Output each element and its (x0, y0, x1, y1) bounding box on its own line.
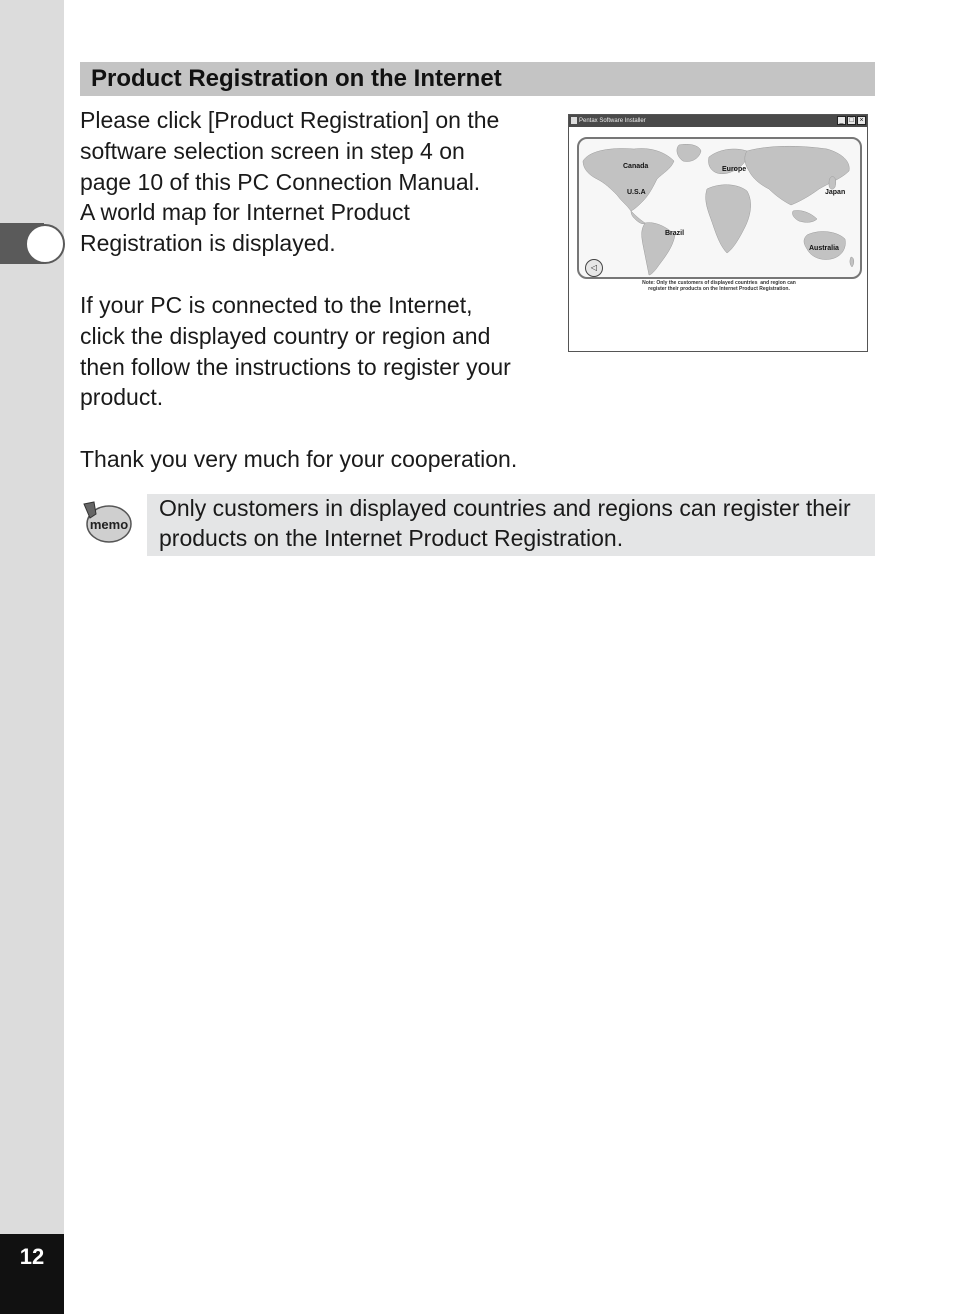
minimize-icon[interactable]: _ (837, 116, 846, 125)
app-icon (571, 117, 577, 124)
world-map-graphic (579, 139, 860, 277)
instruction-paragraph-2: If your PC is connected to the Internet, click the displayed country or region and then follow the instructions to register your product. (80, 292, 511, 411)
instruction-paragraph-1: Please click [Product Registration] on the software selection screen in step 4 on page 10 of this PC Connection Manual. A world map for Internet Product Registration is displayed. (80, 107, 500, 257)
region-brazil[interactable]: Brazil (665, 230, 685, 237)
region-japan[interactable]: Japan (825, 189, 846, 196)
maximize-icon[interactable]: □ (847, 116, 856, 125)
window-titlebar (569, 115, 867, 127)
installer-screenshot (568, 114, 868, 352)
north-america-shape (583, 149, 674, 212)
thank-you-paragraph: Thank you very much for your cooperation. (80, 446, 518, 472)
memo-icon-label: memo (89, 517, 129, 532)
section-heading: Product Registration on the Internet (91, 65, 502, 92)
region-canada[interactable]: Canada (623, 163, 649, 170)
asia-shape (745, 146, 849, 205)
page-sidebar (0, 0, 64, 1314)
central-america-shape (631, 211, 645, 224)
chapter-marker-icon (25, 224, 65, 264)
region-australia[interactable]: Australia (809, 245, 839, 252)
memo-text: Only customers in displayed countries and regions can register their products on the Internet Product Registration. (159, 495, 851, 551)
window-title: Pentax Software Installer (579, 118, 646, 124)
memo-icon (82, 500, 132, 544)
region-europe[interactable]: Europe (722, 166, 747, 173)
africa-shape (706, 185, 751, 253)
screenshot-note: Note: Only the customers of displayed countries and region can register their products on the Internet Product Registration. (642, 280, 796, 292)
greenland-shape (677, 144, 701, 161)
back-button-icon[interactable]: ◁ (585, 259, 603, 277)
close-icon[interactable]: × (857, 116, 866, 125)
region-usa[interactable]: U.S.A (627, 189, 646, 196)
new-zealand-shape (850, 257, 854, 267)
japan-shape (829, 177, 836, 190)
page-number: 12 (19, 1244, 45, 1269)
world-map (577, 137, 862, 279)
southeast-asia-shape (792, 210, 817, 222)
